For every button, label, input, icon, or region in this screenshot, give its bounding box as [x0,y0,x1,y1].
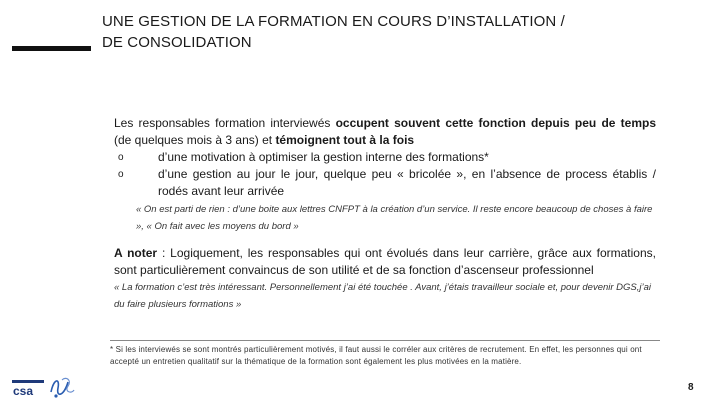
csa-logo-text: csa [13,384,34,398]
bullet-list [114,149,656,200]
intro-text-1: Les responsables formation interviewés [114,116,336,130]
list-item: o d’une gestion au jour le jour, quelque peu « bricolée », en l’absence de process établis / rodés avant leur arrivée [118,167,656,198]
bullet-circle-icon: o [118,152,124,163]
page-number: 8 [688,382,694,393]
title-accent-bar [12,46,91,51]
note-label: A noter [114,246,158,260]
partner-logo-icon [48,374,76,400]
slide-title [102,11,662,53]
intro-bold-2: témoignent tout à la fois [275,133,415,147]
quote-2: « La formation c’est très intéressant. Personnellement j’ai été touchée . Avant, j’étais travailleur sociale et, pour devenir DGS,j’ai du faire plusieurs formations » [114,282,652,310]
title-line-2: DE CONSOLIDATION [102,34,252,51]
quote-1: « On est parti de rien : d’une boite aux lettres CNFPT à la création d’un service. Il reste encore beaucoup de choses à faire », « On fait avec les moyens du bord » [136,204,653,232]
csa-logo [12,378,44,398]
title-line-1: UNE GESTION DE LA FORMATION EN COURS D’INSTALLATION / [102,13,565,30]
list-item: o d’une motivation à optimiser la gestion interne des formations* [118,150,489,164]
note-paragraph [114,245,656,279]
slide-body [114,115,656,313]
intro-text-2: (de quelques mois à 3 ans) et [114,133,276,147]
note-text: : Logiquement, les responsables qui ont évolués dans leur carrière, grâce aux formations, sont particulièrement convaincus de son utilité et de sa fonction d’ascenseur professionnel [114,246,656,277]
intro-bold-1: occupent souvent cette fonction depuis peu de temps [335,116,657,130]
footnote: * Si les interviewés se sont montrés particulièrement motivés, il faut aussi le corréler aux critères de recrutement. En effet, les personnes qui ont accepté un entretien qualitatif sur la thématique de la formation sont également les plus motivées en la matière. [110,340,660,368]
bullet-circle-icon: o [118,169,124,180]
intro-paragraph [114,115,656,149]
